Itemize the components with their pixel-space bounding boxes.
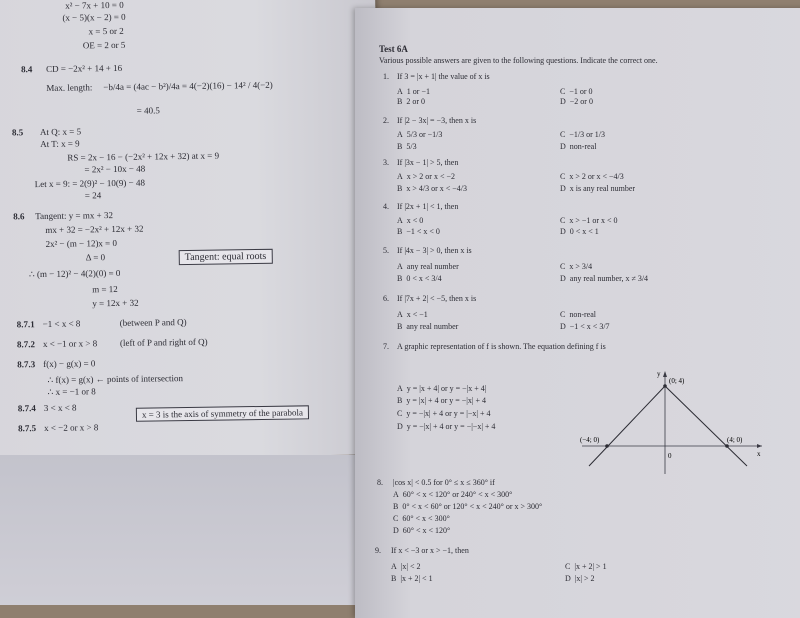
question-number: 8. [377, 478, 383, 487]
eq-line: y = 12x + 32 [92, 297, 139, 309]
question-text: If |2 − 3x| = −3, then x is [397, 116, 477, 125]
option-a: A 1 or −1 [397, 87, 430, 96]
option-a: A y = |x + 4| or y = −|x + 4| [397, 384, 487, 393]
option-b: B 0 < x < 3/4 [397, 274, 442, 283]
option-b: B −1 < x < 0 [397, 227, 440, 236]
option-a: A 60° < x < 120° or 240° < x < 300° [393, 490, 513, 499]
question-text: If |4x − 3| > 0, then x is [397, 246, 472, 255]
question-text: If x < −3 or x > −1, then [391, 546, 469, 555]
section-number: 8.6 [13, 211, 25, 222]
question-text: If |3x − 1| > 5, then [397, 158, 459, 167]
option-c: C 60° < x < 300° [393, 514, 450, 523]
right-root-label: (4; 0) [727, 436, 743, 444]
section-number: 8.7.5 [18, 423, 37, 434]
annotation-box-axis: x = 3 is the axis of symmetry of the parabola [136, 405, 309, 421]
section-number: 8.4 [21, 64, 33, 75]
x-axis-arrow [757, 444, 762, 448]
option-c: C non-real [560, 310, 596, 319]
abs-value-graph [577, 366, 767, 476]
option-d: D x is any real number [560, 184, 636, 193]
eq-line: x < −2 or x > 8 [44, 422, 99, 434]
question-number: 3. [383, 158, 389, 167]
question-number: 5. [383, 246, 389, 255]
test-title: Test 6A [379, 44, 408, 54]
eq-line: At T: x = 9 [40, 138, 80, 150]
eq-line: Δ = 0 [85, 252, 106, 263]
left-root-label: (−4; 0) [580, 436, 600, 444]
option-b: B 5/3 [397, 142, 417, 151]
eq-line: OE = 2 or 5 [82, 39, 126, 51]
question-number: 9. [375, 546, 381, 555]
eq-note: (left of P and right of Q) [119, 336, 208, 348]
peak-label: (0; 4) [669, 377, 685, 385]
eq-line: = 24 [84, 190, 102, 201]
section-number: 8.7.2 [16, 339, 36, 350]
option-a: A x < −1 [397, 310, 428, 319]
right-root-point [725, 444, 729, 448]
option-b: B any real number [397, 322, 459, 331]
option-c: C −1 or 0 [560, 87, 593, 96]
option-b: B 2 or 0 [397, 97, 426, 106]
eq-line: x < −1 or x > 8 [42, 338, 98, 350]
eq-line: mx + 32 = −2x² + 12x + 32 [45, 223, 144, 235]
section-number: 8.7.1 [16, 319, 35, 330]
question-text: If |7x + 2| < −5, then x is [397, 294, 477, 303]
option-d: D non-real [560, 142, 597, 151]
annotation-box-tangent: Tangent: equal roots [179, 249, 273, 265]
eq-note: (between P and Q) [119, 317, 187, 328]
question-number: 6. [383, 294, 389, 303]
question-text: If |2x + 1| < 1, then [397, 202, 459, 211]
eq-line: −1 < x < 8 [42, 318, 81, 330]
eq-line: f(x) − g(x) = 0 [43, 358, 96, 370]
option-d: D −1 < x < 3/7 [560, 322, 610, 331]
option-d: D 60° < x < 120° [393, 526, 451, 535]
option-d: D 0 < x < 1 [560, 227, 599, 236]
origin-label: 0 [668, 452, 672, 460]
eq-line: x = 5 or 2 [88, 25, 124, 37]
eq-line: = 2x² − 10x − 48 [84, 163, 146, 175]
eq-line: Let x = 9: = 2(9)² − 10(9) − 48 [34, 177, 146, 190]
eq-label: Max. length: [46, 82, 93, 93]
lower-page-area [0, 455, 360, 605]
option-a: A 5/3 or −1/3 [397, 130, 443, 139]
option-c: C x > 3/4 [560, 262, 593, 271]
eq-line: ∴ (m − 12)² − 4(2)(0) = 0 [28, 267, 121, 280]
question-text: If 3 = |x + 1| the value of x is [397, 72, 490, 81]
option-c: C −1/3 or 1/3 [560, 130, 605, 139]
question-number: 4. [383, 202, 389, 211]
question-text: A graphic representation of f is shown. The equation defining f is [397, 342, 606, 351]
eq-line: RS = 2x − 16 − (−2x² + 12x + 32) at x = 9 [67, 150, 220, 163]
option-a: A x > 2 or x < −2 [397, 172, 455, 181]
option-c: C y = −|x| + 4 or y = |−x| + 4 [397, 409, 491, 418]
left-root-point [605, 444, 609, 448]
option-a: A any real number [397, 262, 459, 271]
eq-line: Tangent: y = mx + 32 [35, 210, 113, 222]
option-d: D y = −|x| + 4 or y = −|−x| + 4 [397, 422, 496, 431]
right-page [355, 8, 800, 618]
option-b: B y = |x| + 4 or y = −|x| + 4 [397, 396, 486, 405]
option-c: C x > 2 or x < −4/3 [560, 172, 624, 181]
question-text: |cos x| < 0.5 for 0° ≤ x ≤ 360° if [393, 478, 495, 487]
option-a: A x < 0 [397, 216, 424, 225]
option-b: B 0° < x < 60° or 120° < x < 240° or x > 300° [393, 502, 543, 511]
section-number: 8.7.3 [17, 359, 36, 370]
eq-line: 2x² − (m − 12)x = 0 [45, 237, 118, 249]
left-page [0, 0, 382, 460]
option-c: C |x + 2| > 1 [565, 562, 607, 571]
eq-line: ∴ x = −1 or 8 [47, 386, 96, 397]
eq-line: ∴ f(x) = g(x) ← points of intersection [47, 373, 184, 385]
test-intro: Various possible answers are given to the following questions. Indicate the correct one. [379, 56, 658, 65]
eq-line: At Q: x = 5 [39, 126, 82, 138]
eq-line: (x − 5)(x − 2) = 0 [62, 11, 126, 23]
eq-line: x² − 7x + 10 = 0 [65, 0, 124, 11]
eq-line: −b/4a = (4ac − b²)/4a = 4(−2)(16) − 14² / 4(−2) [103, 79, 273, 93]
section-number: 8.7.4 [17, 403, 36, 414]
option-d: D −2 or 0 [560, 97, 593, 106]
eq-line: = 40.5 [136, 105, 160, 116]
question-number: 1. [383, 72, 389, 81]
section-number: 8.5 [11, 127, 24, 138]
option-d: D any real number, x ≠ 3/4 [560, 274, 649, 283]
question-number: 7. [383, 342, 389, 351]
x-axis-label: x [757, 450, 761, 458]
option-b: B x > 4/3 or x < −4/3 [397, 184, 467, 193]
option-c: C x > −1 or x < 0 [560, 216, 618, 225]
eq-line: m = 12 [92, 283, 118, 295]
question-number: 2. [383, 116, 389, 125]
option-a: A |x| < 2 [391, 562, 421, 571]
y-axis-arrow [663, 371, 667, 377]
option-d: D |x| > 2 [565, 574, 595, 583]
eq-line: 3 < x < 8 [43, 402, 77, 414]
peak-point [663, 384, 667, 388]
eq-line: CD = −2x² + 14 + 16 [46, 62, 123, 74]
option-b: B |x + 2| < 1 [391, 574, 433, 583]
y-axis-label: y [657, 370, 661, 378]
